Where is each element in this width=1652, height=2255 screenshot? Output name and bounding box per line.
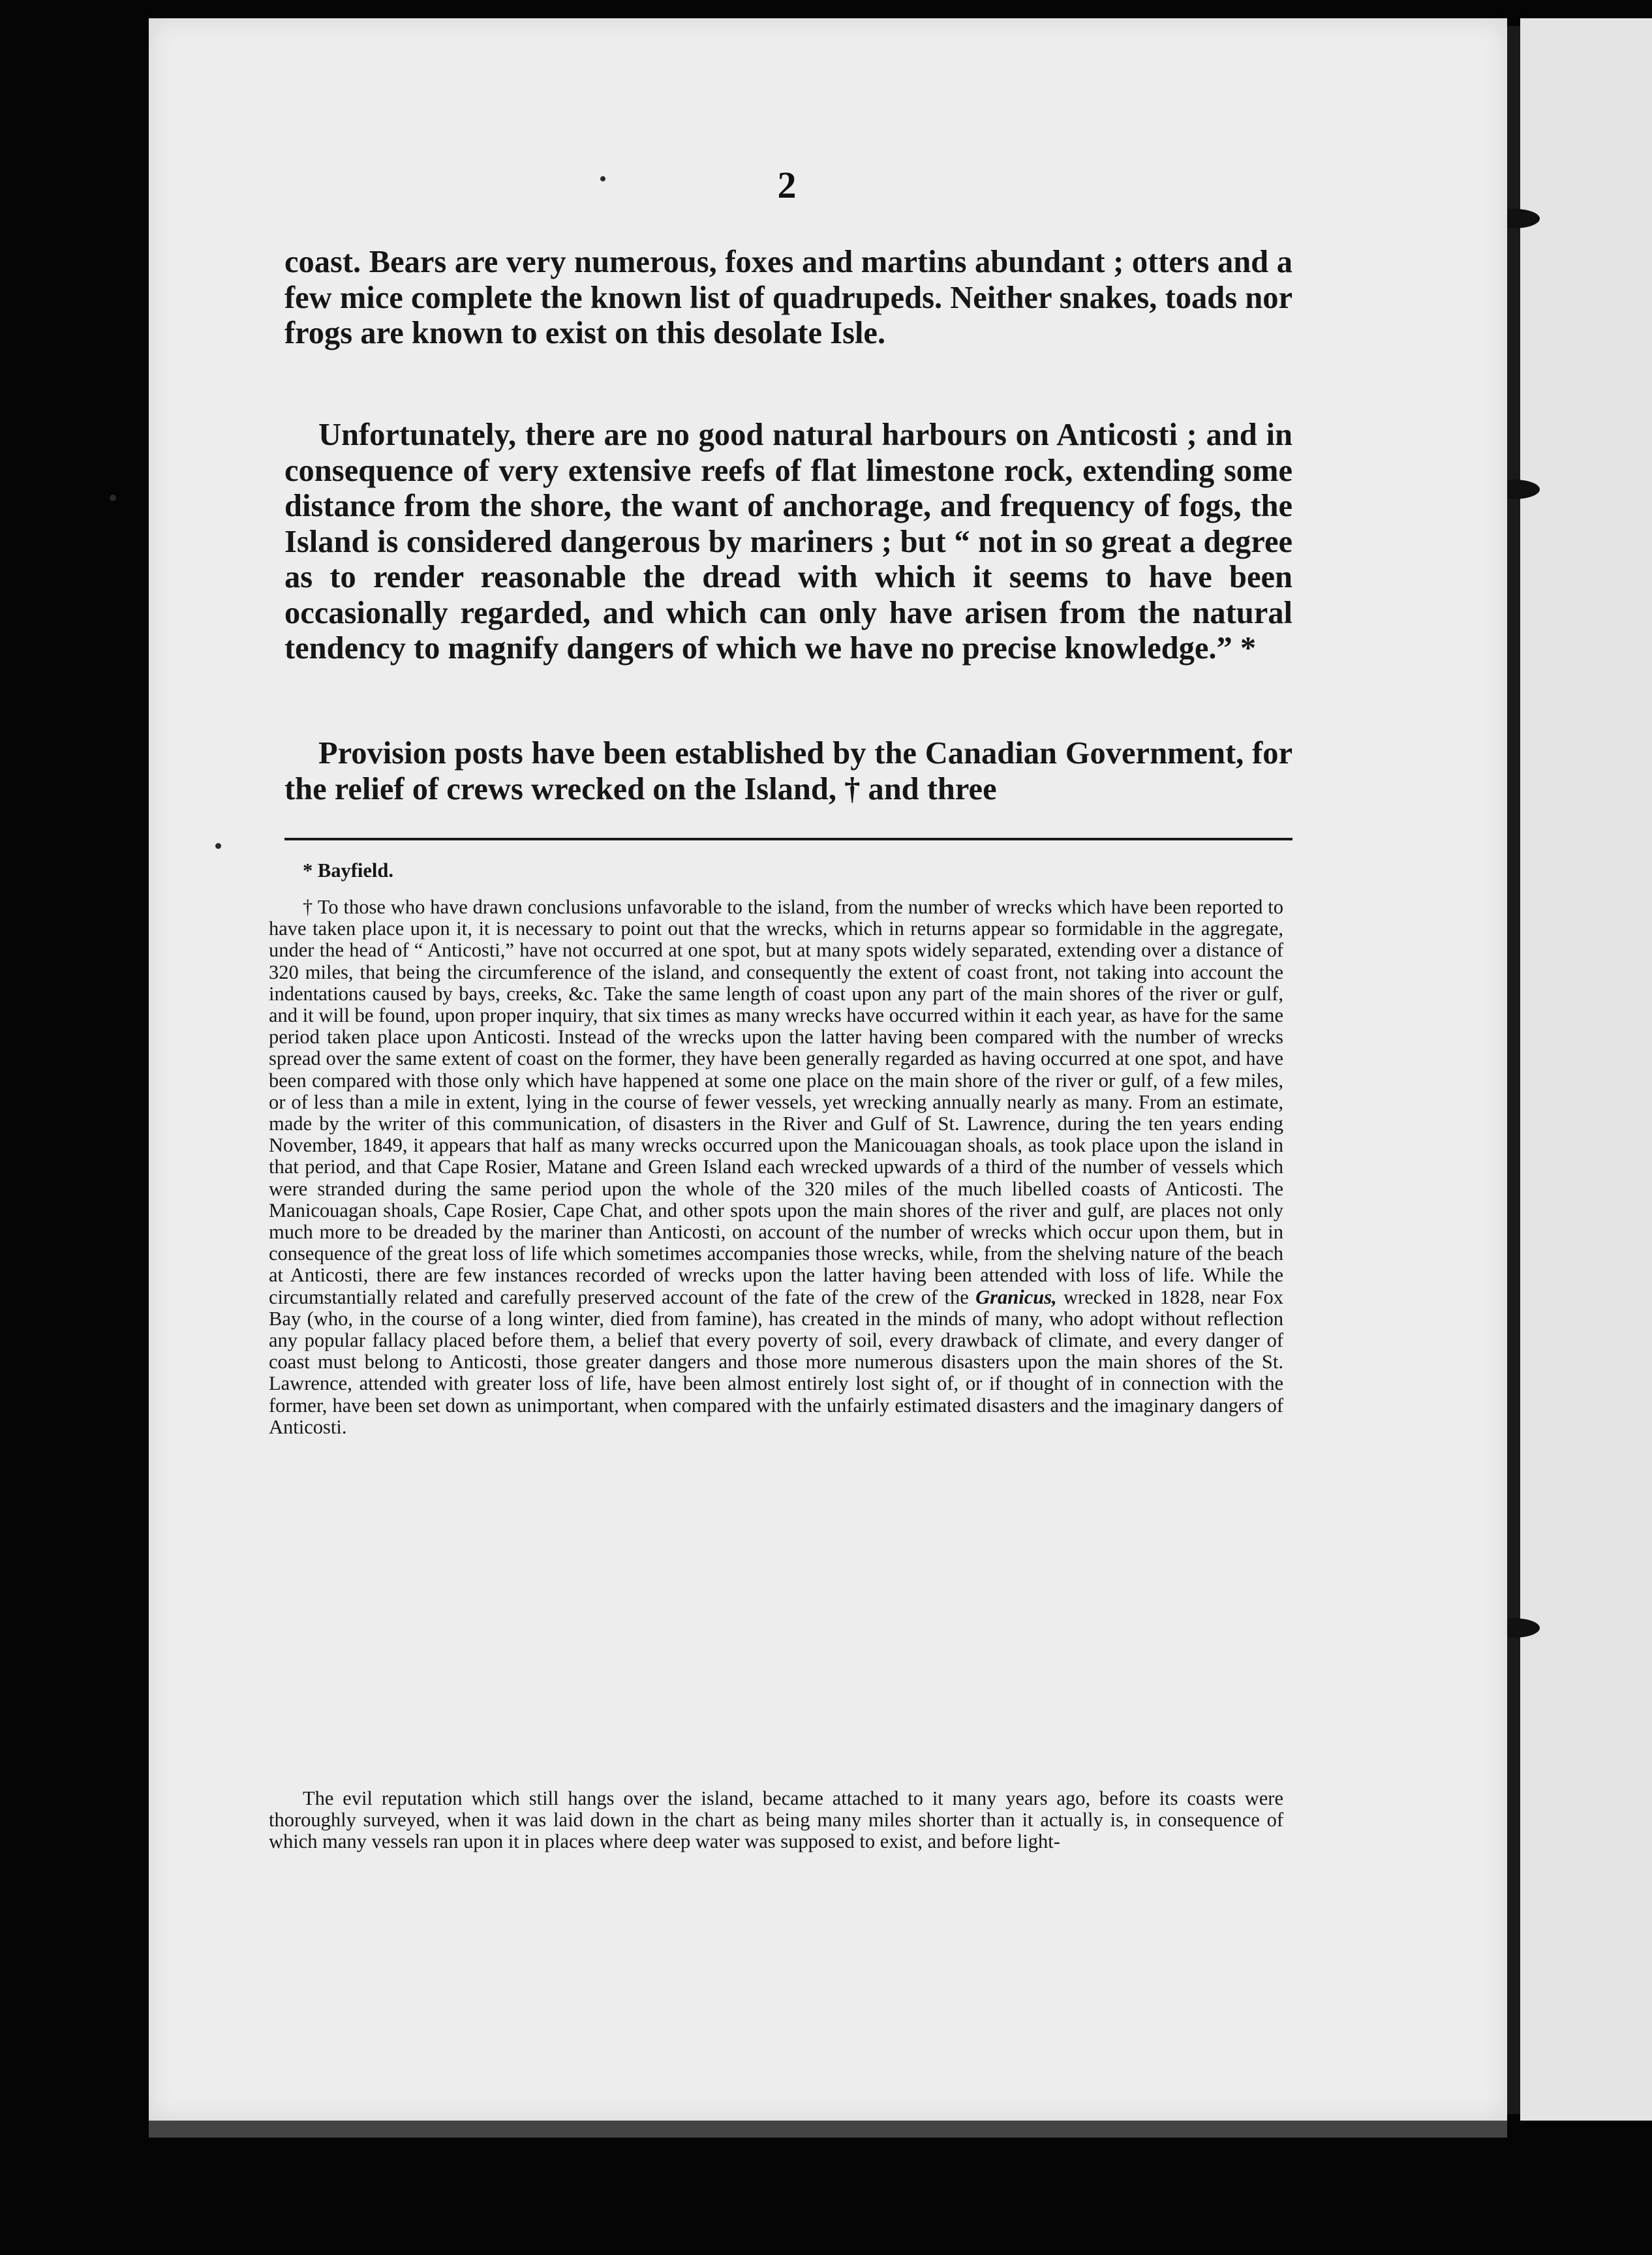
body-paragraph: Provision posts have been established by the Canadian Government, for the relief of crews wrecked on the Island, † and three	[284, 736, 1293, 806]
footnote-wrecks	[269, 897, 1283, 1438]
page-bottom-edge	[149, 2121, 1507, 2138]
facing-page-edge	[1520, 18, 1652, 2121]
page-number: 2	[777, 164, 797, 206]
footnote-bayfield: * Bayfield.	[303, 859, 393, 882]
ink-speck	[110, 495, 116, 501]
ship-name: Granicus,	[975, 1285, 1057, 1308]
footnote-continuation: The evil reputation which still hangs over the island, became attached to it many years ago, before its coasts were thoroughly surveyed, when it was laid down in the chart as being many miles shorter than it actually is, in consequence of which many vessels ran upon it in places where deep water was supposed to exist, and before light-	[269, 1787, 1283, 1853]
footnote-text: wrecked in 1828, near Fox Bay (who, in the course of a long winter, died from famine), has created in the minds of many, who adopt without reflection any popular fallacy placed before them, a belief that every poverty of soil, every drawback of climate, and every danger of coast must belong to Anticosti, those greater dangers and those more numerous disasters upon the main shores of the St. Lawrence, attended with greater loss of life, have been almost entirely lost sight of, or if thought of in connection with the former, have been set down as unimportant, when compared with the unfairly estimated disasters and the imaginary dangers of Anticosti.	[269, 1285, 1284, 1438]
binding-string	[1507, 26, 1520, 2114]
footnote-separator	[284, 838, 1293, 840]
ink-speck	[600, 176, 605, 181]
body-paragraph: Unfortunately, there are no good natural harbours on Anticosti ; and in consequence of very extensive reefs of flat limestone rock, extending some distance from the shore, the want of anchorage, and frequency of fogs, the Island is considered dangerous by mariners ; but “ not in so great a degree as to render reasonable the dread with which it seems to have been occasionally regarded, and which can only have arisen from the natural tendency to magnify dangers of which we have no precise knowledge.” *	[284, 418, 1293, 666]
ink-speck	[215, 843, 221, 849]
body-paragraph: coast. Bears are very numerous, foxes and martins abundant ; otters and a few mice complete the known list of quadrupeds. Neither snakes, toads nor frogs are known to exist on this desolate Isle.	[284, 245, 1293, 350]
footnote-text: † To those who have drawn conclusions unfavorable to the island, from the number of wrecks which have been reported to have taken place upon it, it is necessary to point out that the wrecks, which in returns appear so formidable in the aggregate, under the head of “ Anticosti,” have not occurred at one spot, but at many spots widely separated, extending over a distance of 320 miles, that being the circumference of the island, and consequently the extent of coast front, not taking into account the indentations caused by bays, creeks, &c. Take the same length of coast upon any part of the main shores of the river or gulf, and it will be found, upon proper inquiry, that six times as many wrecks have occurred within it each year, as have for the same period taken place upon Anticosti. Instead of the wrecks upon the latter having been compared with the number of wrecks spread over the same extent of coast on the former, they have been generally regarded as having occurred at one spot, and have been compared with those only which have happened at some one place on the main shore of the river or gulf, of a few miles, or of less than a mile in extent, lying in the course of fewer vessels, yet wrecking annually nearly as many. From an estimate, made by the writer of this communication, of disasters in the River and Gulf of St. Lawrence, during the ten years ending November, 1849, it appears that half as many wrecks occurred upon the Manicouagan shoals, as took place upon the island in that period, and that Cape Rosier, Matane and Green Island each wrecked upwards of a third of the number of vessels which were stranded during the same period upon the whole of the 320 miles of the much libelled coasts of Anticosti. The Manicouagan shoals, Cape Rosier, Cape Chat, and other spots upon the main shores of the river and gulf, are places not only much more to be dreaded by the mariner than Anticosti, on account of the number of wrecks which occur upon them, but in consequence of the great loss of life which sometimes accompanies those wrecks, while, from the shelving nature of the beach at Anticosti, there are few instances recorded of wrecks upon the latter having been attended with loss of life. While the circumstantially related and carefully preserved account of the fate of the crew of the	[269, 896, 1283, 1308]
